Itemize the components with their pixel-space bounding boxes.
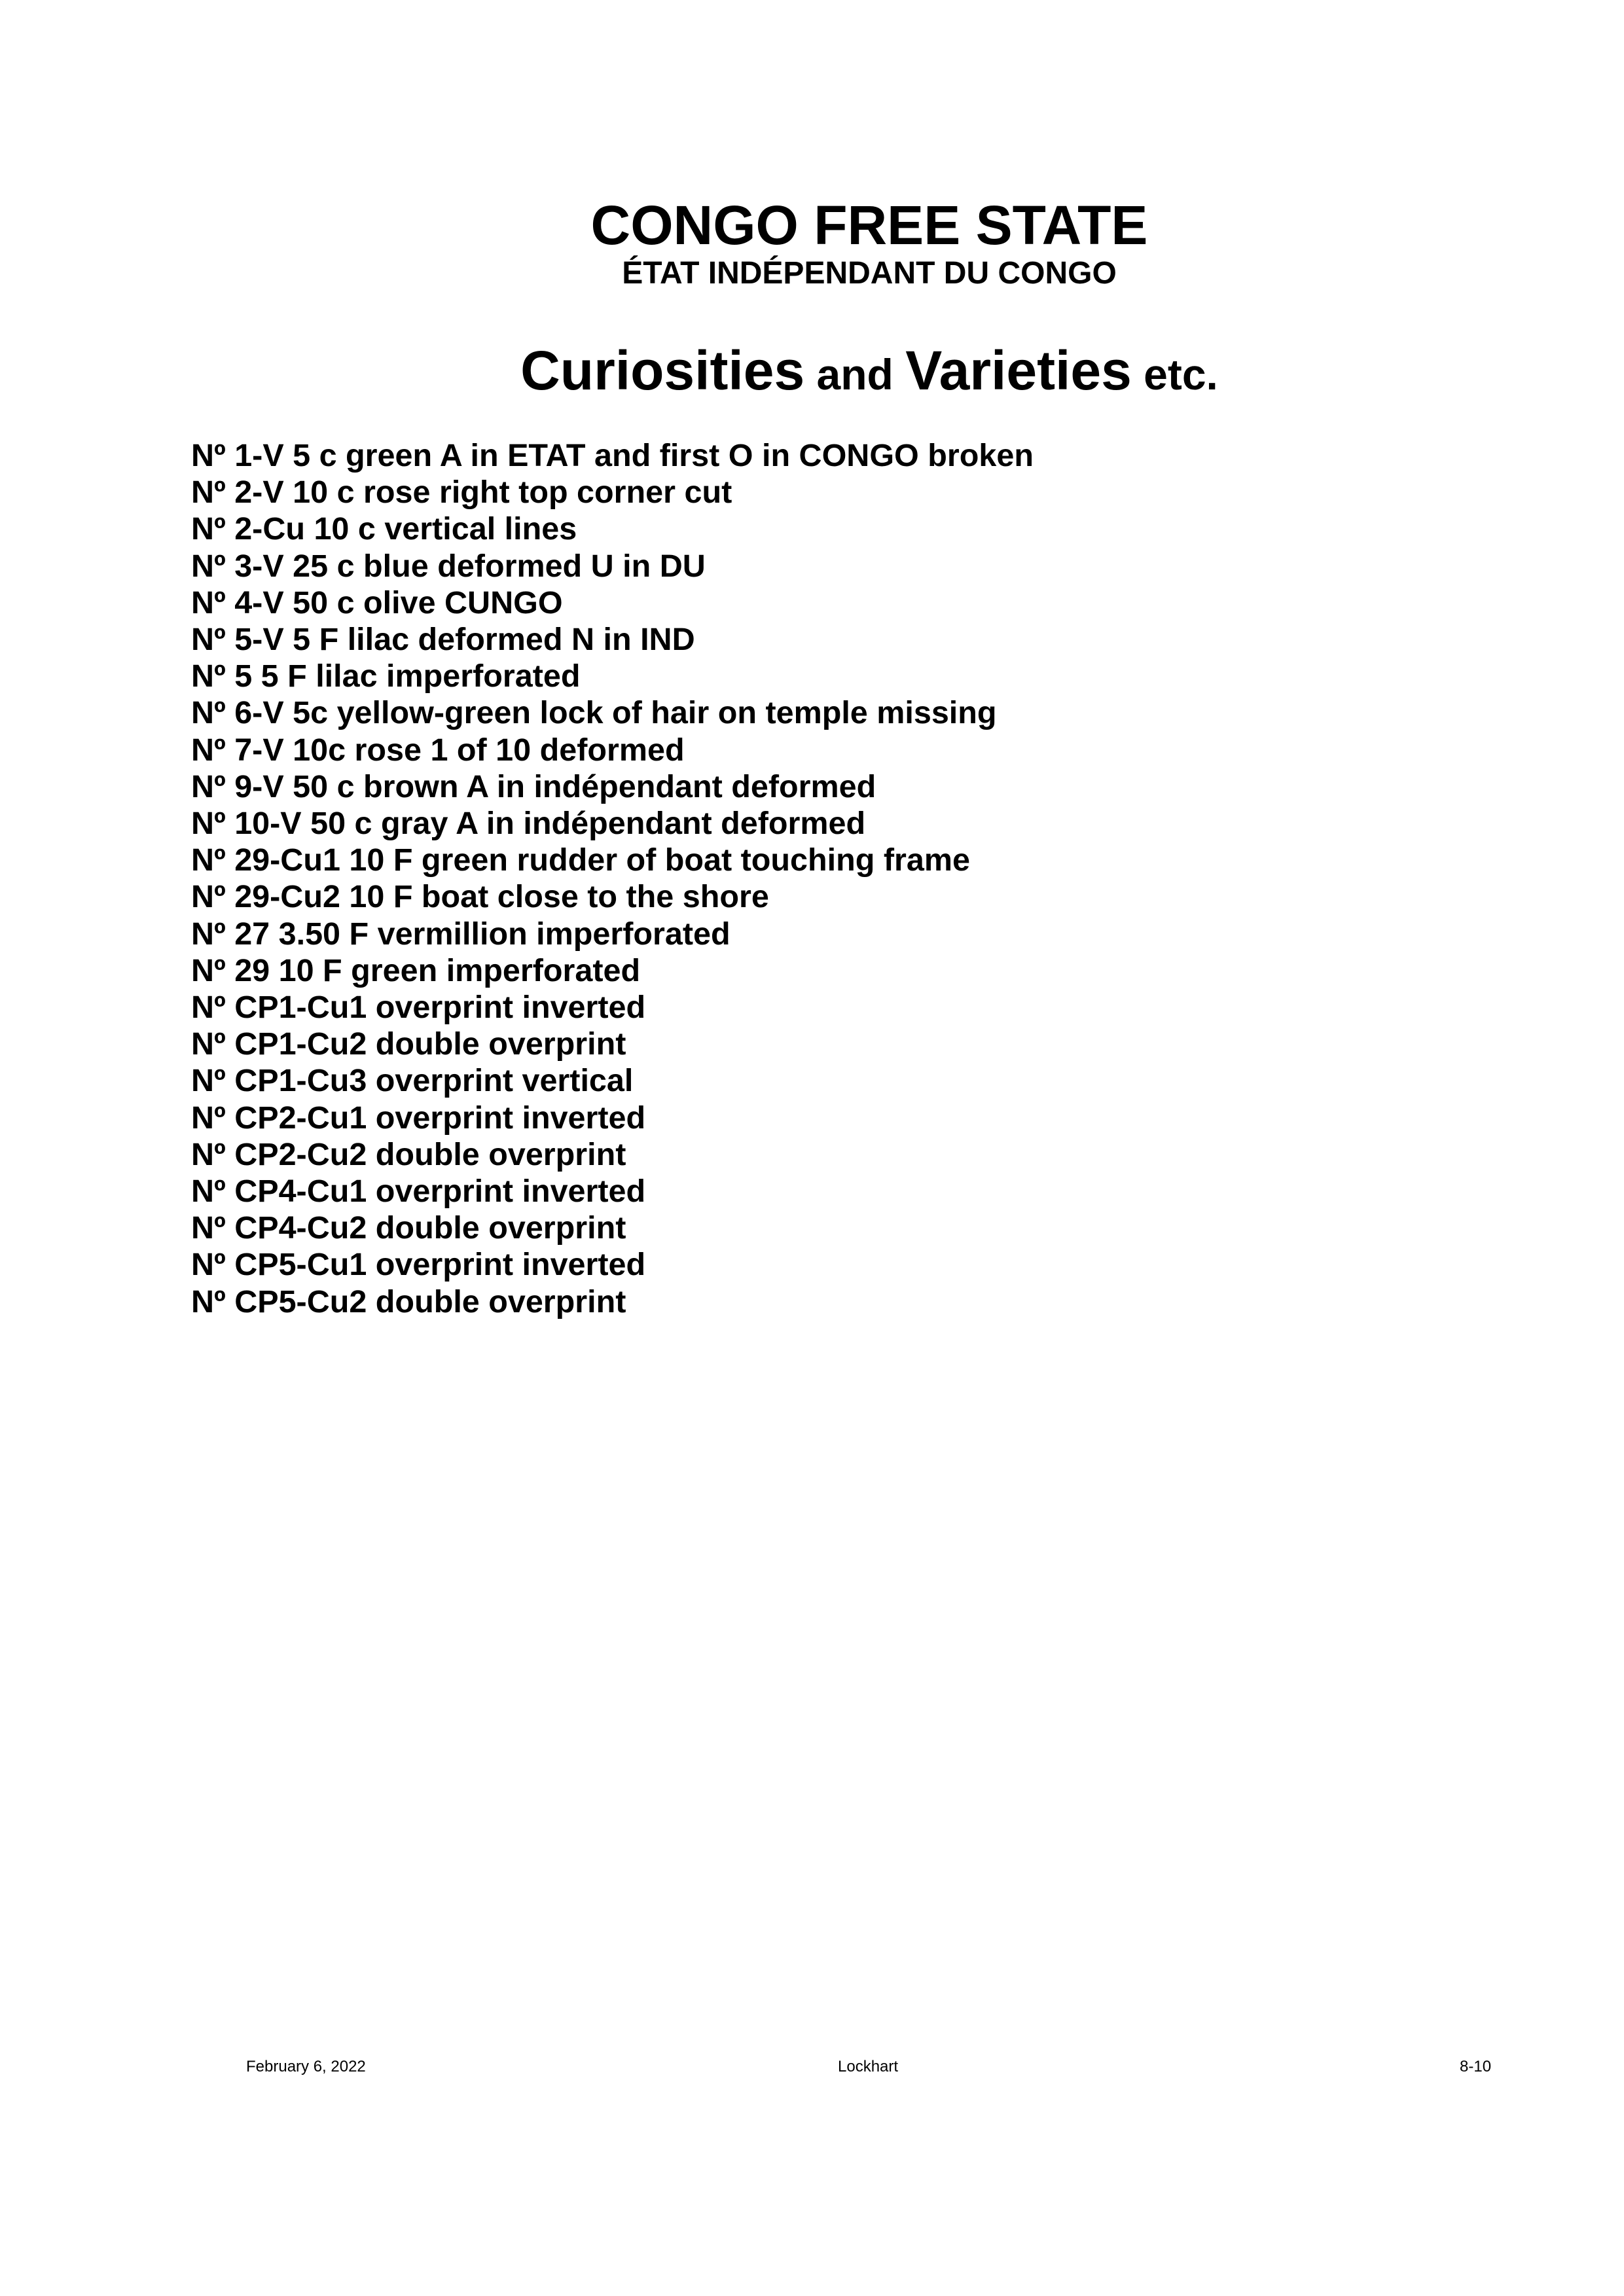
list-item: Nº 2-Cu 10 c vertical lines xyxy=(191,511,577,547)
list-item: Nº 10-V 50 c gray A in indépendant deformed xyxy=(191,806,866,842)
list-item: Nº 27 3.50 F vermillion imperforated xyxy=(191,916,731,952)
list-item: Nº 29-Cu1 10 F green rudder of boat touching frame xyxy=(191,842,970,878)
list-item: Nº CP2-Cu1 overprint inverted xyxy=(191,1100,646,1136)
list-item: Nº CP1-Cu2 double overprint xyxy=(191,1026,626,1062)
page-subtitle: ÉTAT INDÉPENDANT DU CONGO xyxy=(622,256,1117,291)
list-item: Nº CP5-Cu1 overprint inverted xyxy=(191,1247,646,1283)
list-item: Nº 5 5 F lilac imperforated xyxy=(191,658,581,694)
list-item: Nº CP4-Cu2 double overprint xyxy=(191,1210,626,1246)
list-item: Nº 1-V 5 c green A in ETAT and first O in CONGO broken xyxy=(191,438,1034,473)
list-item: Nº 29 10 F green imperforated xyxy=(191,952,641,988)
list-item: Nº 29-Cu2 10 F boat close to the shore xyxy=(191,879,769,915)
list-item: Nº 3-V 25 c blue deformed U in DU xyxy=(191,548,706,584)
list-item: Nº CP1-Cu1 overprint inverted xyxy=(191,990,646,1026)
footer-date: February 6, 2022 xyxy=(246,2058,366,2075)
list-item: Nº 4-V 50 c olive CUNGO xyxy=(191,584,563,620)
list-item: Nº 2-V 10 c rose right top corner cut xyxy=(191,475,732,511)
list-item: Nº CP1-Cu3 overprint vertical xyxy=(191,1063,634,1099)
section-heading xyxy=(0,338,1624,420)
section-heading-part: etc. xyxy=(1131,350,1218,399)
list-item: Nº 9-V 50 c brown A in indépendant deformed xyxy=(191,768,876,804)
list-item: Nº 6-V 5c yellow-green lock of hair on temple missing xyxy=(191,695,997,731)
list-item: Nº CP2-Cu2 double overprint xyxy=(191,1136,626,1172)
footer-page-number: 8-10 xyxy=(1460,2058,1492,2075)
list-item: Nº 7-V 10c rose 1 of 10 deformed xyxy=(191,732,685,768)
page-title: CONGO FREE STATE xyxy=(590,194,1148,256)
list-item: Nº 5-V 5 F lilac deformed N in IND xyxy=(191,622,695,658)
section-heading-part: and xyxy=(804,350,906,399)
section-heading-part: Curiosities xyxy=(520,340,805,401)
section-heading-part: Varieties xyxy=(905,340,1132,401)
variety-list xyxy=(191,437,1034,1320)
list-item: Nº CP5-Cu2 double overprint xyxy=(191,1283,626,1319)
list-item: Nº CP4-Cu1 overprint inverted xyxy=(191,1174,646,1210)
footer-author: Lockhart xyxy=(838,2058,899,2075)
